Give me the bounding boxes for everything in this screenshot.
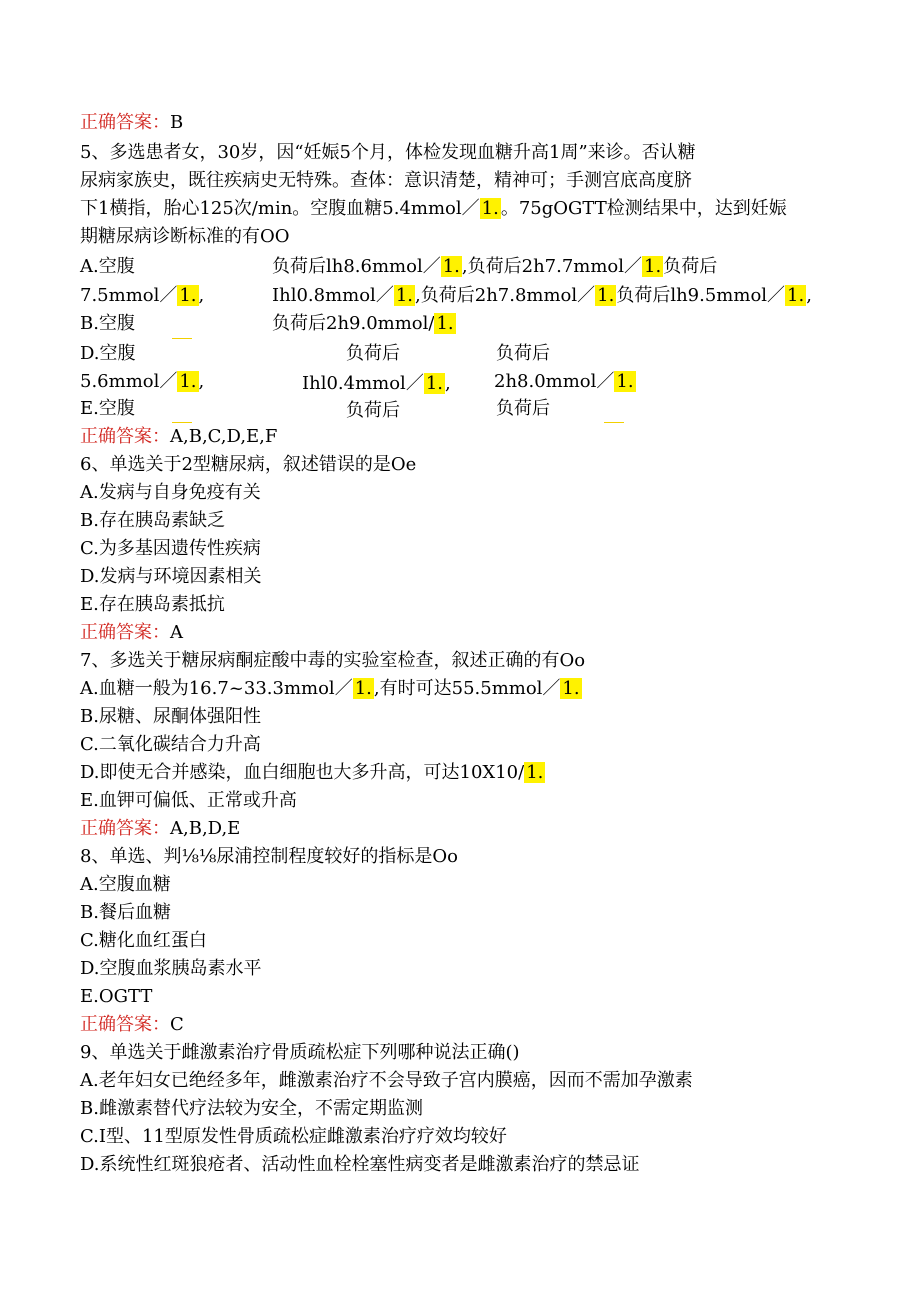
q7-stem: 7、多选关于糖尿病酮症酸中毒的实验室检查，叙述正确的有Oo bbox=[80, 650, 586, 671]
q6-option-d: D.发病与环境因素相关 bbox=[80, 566, 262, 587]
q9-option-c: C.I型、11型原发性骨质疏松症雌激素治疗疗效均较好 bbox=[80, 1126, 507, 1147]
answer-label: 正确答案： bbox=[80, 622, 170, 643]
answer-line-q7 bbox=[80, 816, 240, 842]
q8-option-b: B.餐后血糖 bbox=[80, 902, 171, 923]
q7-option-d: D.即使无合并感染，血白细胞也大多升高，可达10X10/ 1. bbox=[80, 762, 544, 783]
q7-option-e: E.血钾可偏低、正常或升高 bbox=[80, 790, 297, 811]
q6-option-c: C.为多基因遗传性疾病 bbox=[80, 538, 261, 559]
q9-option-b: B.雌激素替代疗法较为安全，不需定期监测 bbox=[80, 1098, 423, 1119]
q5-option-b-values: 负荷后2h9.0mmol/ 1. bbox=[272, 313, 454, 334]
highlight-remnant bbox=[172, 422, 192, 423]
answer-value: C bbox=[170, 1014, 184, 1035]
q5-option-a-label: A.空腹 bbox=[80, 256, 135, 277]
highlight-remnant bbox=[172, 338, 192, 339]
q8-option-c: C.糖化血红蛋白 bbox=[80, 930, 207, 951]
highlight: 1. bbox=[481, 198, 499, 219]
answer-label: 正确答案： bbox=[80, 1014, 170, 1035]
highlight: 1. bbox=[616, 371, 634, 392]
answer-value: A,B,D,E bbox=[170, 818, 241, 839]
q5-option-d-value: 5.6mmol／ 1. , bbox=[80, 371, 205, 392]
q5-option-a-value: 7.5mmol／ 1. , bbox=[80, 285, 205, 306]
q5-option-a-values-1: 负荷后lh8.6mmol／ 1. ,负荷后2h7.7mmol／ 1. 负荷后 bbox=[272, 256, 718, 277]
q5-stem-line-1: 5、多选患者女，30岁，因“妊娠5个月，体检发现血糖升高1周”来诊。否认糖 bbox=[80, 142, 696, 163]
q5-stem-line-2: 尿病家族史，既往疾病史无特殊。查体：意识清楚，精神可；手测宫底高度脐 bbox=[80, 170, 692, 191]
q9-option-d: D.系统性红斑狼疮者、活动性血栓栓塞性病变者是雌激素治疗的禁忌证 bbox=[80, 1154, 640, 1175]
q5-option-e-label: E.空腹 bbox=[80, 398, 135, 419]
highlight: 1. bbox=[354, 678, 372, 699]
highlight: 1. bbox=[526, 762, 544, 783]
q5-option-d-label: D.空腹 bbox=[80, 343, 136, 364]
highlight: 1. bbox=[787, 285, 805, 306]
q6-option-b: B.存在胰岛素缺乏 bbox=[80, 510, 225, 531]
q5-option-d-col3-value: 2h8.0mmol／ 1. bbox=[494, 371, 634, 392]
answer-value: A,B,C,D,E,F bbox=[170, 426, 278, 447]
q5-option-e-col2-head: 负荷后 bbox=[346, 400, 400, 421]
q8-stem: 8、单选、判⅛⅛尿浦控制程度较好的指标是Oo bbox=[80, 846, 458, 867]
q5-option-e-col3-head: 负荷后 bbox=[496, 398, 550, 419]
q5-option-b-label: B.空腹 bbox=[80, 313, 135, 334]
answer-label: 正确答案： bbox=[80, 112, 170, 133]
highlight: 1. bbox=[442, 256, 460, 277]
q5-stem-line-4: 期糖尿病诊断标准的有OO bbox=[80, 226, 290, 247]
answer-value: A bbox=[170, 622, 183, 643]
highlight: 1. bbox=[179, 285, 197, 306]
q6-option-e: E.存在胰岛素抵抗 bbox=[80, 594, 225, 615]
answer-value: B bbox=[170, 112, 184, 133]
highlight: 1. bbox=[179, 371, 197, 392]
q8-option-a: A.空腹血糖 bbox=[80, 874, 171, 895]
highlight: 1. bbox=[395, 285, 414, 306]
q8-option-e: E.OGTT bbox=[80, 986, 153, 1007]
q7-option-c: C.二氧化碳结合力升高 bbox=[80, 734, 261, 755]
highlight: 1. bbox=[562, 678, 580, 699]
q7-option-a: A.血糖一般为16.7~33.3mmol／ 1. ,有时可达55.5mmol／ 1. bbox=[80, 678, 580, 699]
answer-line-q8 bbox=[80, 1012, 184, 1038]
answer-label: 正确答案： bbox=[80, 426, 170, 447]
highlight: 1. bbox=[597, 285, 615, 306]
highlight: 1. bbox=[644, 256, 662, 277]
q9-stem: 9、单选关于雌激素治疗骨质疏松症下列哪种说法正确() bbox=[80, 1042, 520, 1063]
q5-stem-line-3: 下1横指，胎心125次/min。空腹血糖5.4mmol／ 1. 。75gOGTT检测结果中，达到妊娠 bbox=[80, 198, 787, 219]
answer-line-q5 bbox=[80, 424, 277, 450]
q7-option-b: B.尿糖、尿酮体强阳性 bbox=[80, 706, 261, 727]
answer-label: 正确答案： bbox=[80, 818, 170, 839]
q5-option-d-col2-value: Ihl0.4mmol／ 1. , bbox=[302, 373, 451, 394]
highlight: 1. bbox=[425, 373, 444, 394]
answer-line-q6 bbox=[80, 620, 183, 646]
q6-option-a: A.发病与自身免疫有关 bbox=[80, 482, 261, 503]
answer-line-q4 bbox=[80, 110, 183, 136]
q9-option-a: A.老年妇女已绝经多年，雌激素治疗不会导致子宫内膜癌，因而不需加孕激素 bbox=[80, 1070, 693, 1091]
highlight-remnant bbox=[604, 422, 624, 423]
q5-option-d-col3-head: 负荷后 bbox=[496, 343, 550, 364]
q6-stem: 6、单选关于2型糖尿病，叙述错误的是Oe bbox=[80, 454, 417, 475]
q8-option-d: D.空腹血浆胰岛素水平 bbox=[80, 958, 262, 979]
q5-option-d-col2-head: 负荷后 bbox=[346, 343, 400, 364]
highlight: 1. bbox=[436, 313, 454, 334]
q5-option-a-values-2: Ihl0.8mmol／ 1. ,负荷后2h7.8mmol／ 1. 负荷后lh9.5mmol／ 1. , bbox=[272, 285, 812, 306]
